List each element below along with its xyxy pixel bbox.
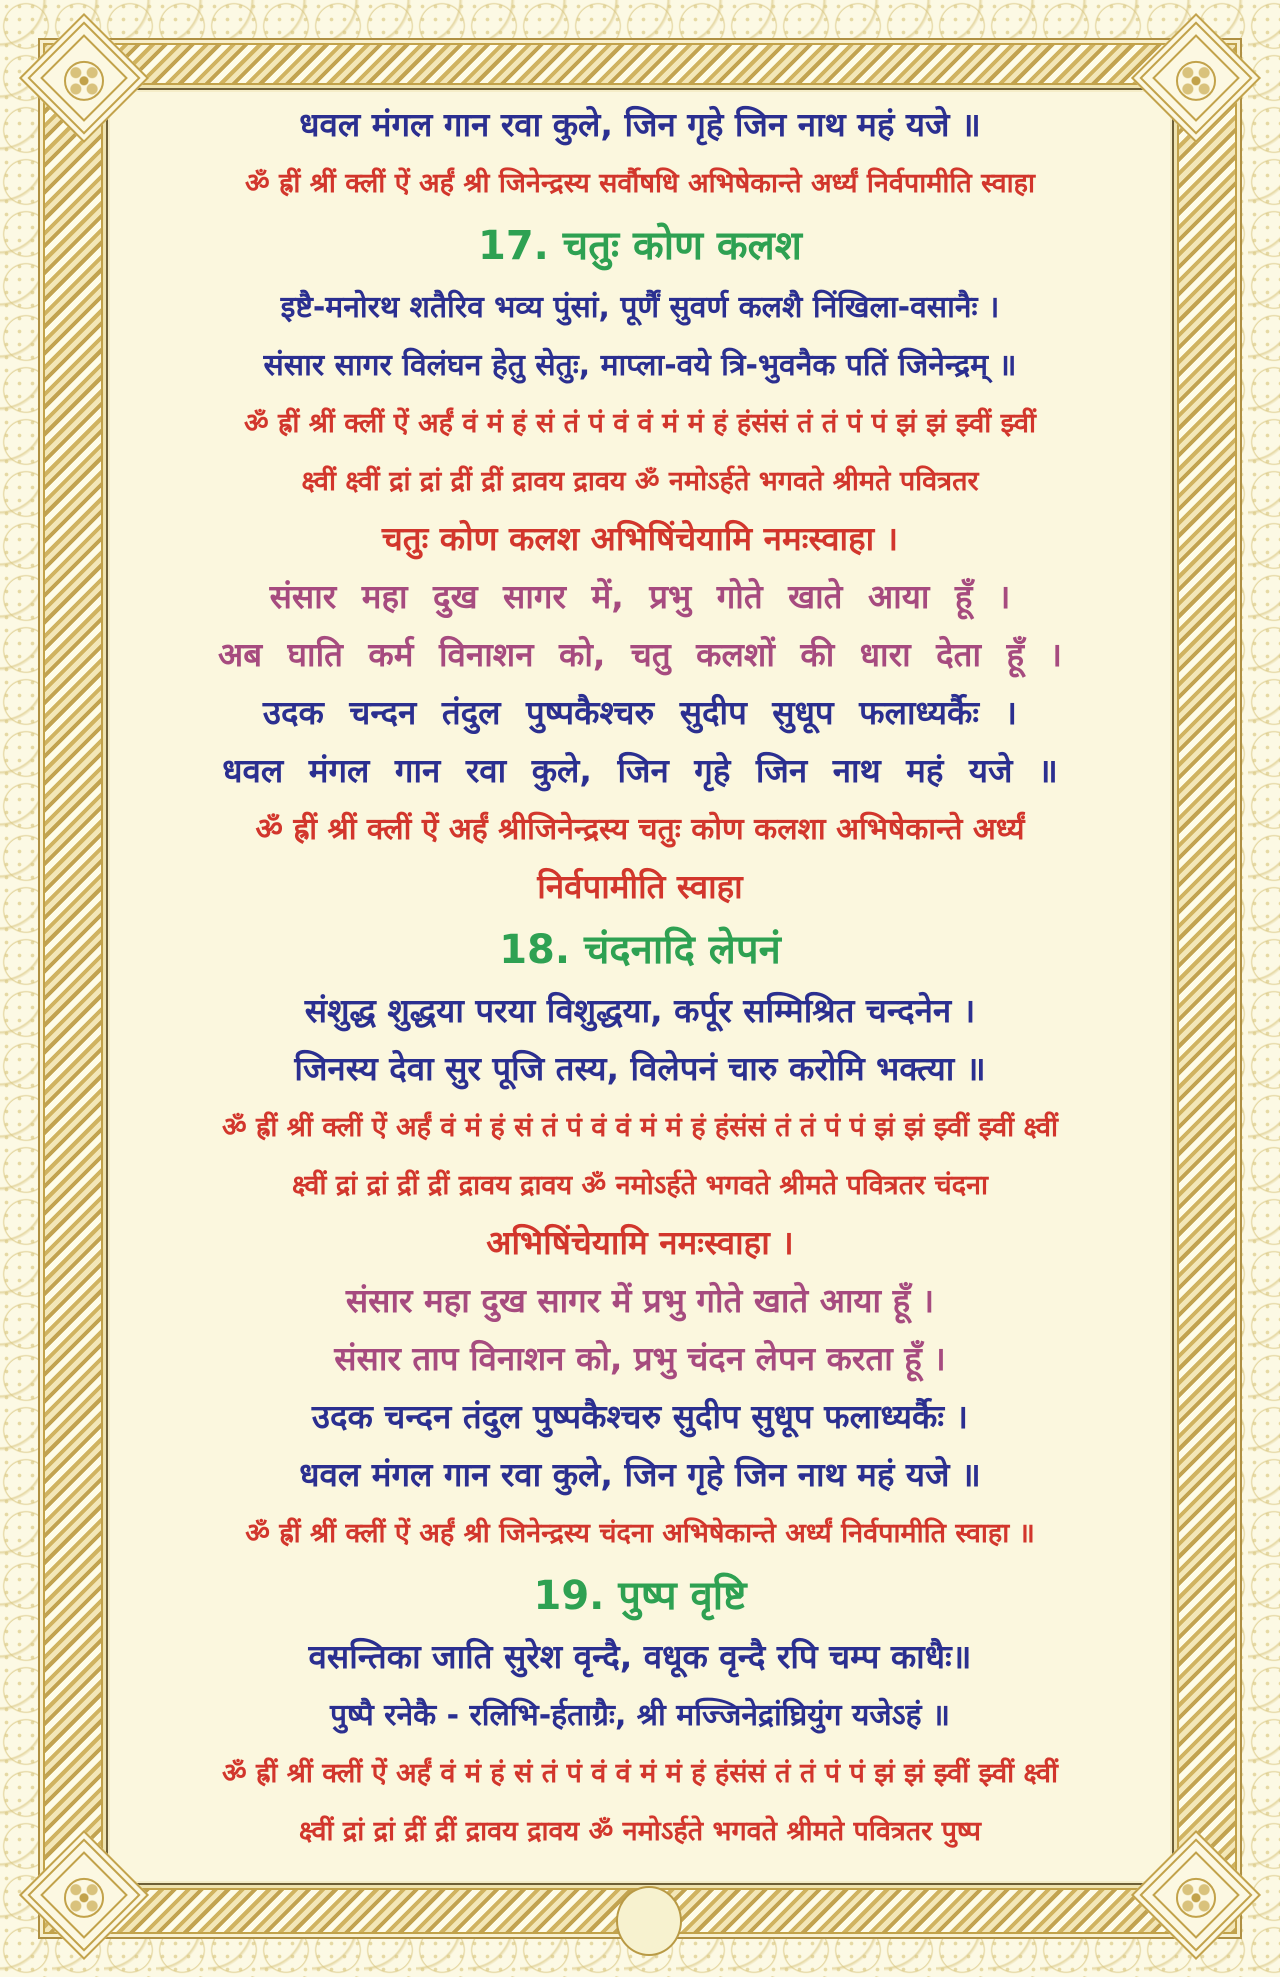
text-line: इष्टै-मनोरथ शतैरिव भव्य पुंसां, पूर्णैं सुवर्ण कलशै निंखिला-वसानैः ।: [280, 289, 1000, 325]
text-line: अभिषिंचेयामि नमःस्वाहा ।: [486, 1222, 794, 1262]
text-line: क्ष्वीं क्ष्वीं द्रां द्रां द्रीं द्रीं द्रावय द्रावय ॐ नमोऽर्हते भगवते श्रीमते पवित्रतर: [301, 465, 979, 497]
text-line: धवल मंगल गान रवा कुले, जिन गृहे जिन नाथ महं यजे ॥: [299, 104, 981, 144]
text-line: संसार महा दुख सागर में, प्रभु गोते खाते आया हूँ ।: [269, 576, 1011, 616]
text-line: ॐ ह्रीं श्रीं क्लीं ऐं अर्हं श्री जिनेन्द्रस्य चंदना अभिषेकान्ते अर्ध्यं निर्वपामीति स्वाहा ॥: [245, 1517, 1035, 1549]
text-line: उदक चन्दन तंदुल पुष्पकैश्चरु सुदीप सुधूप फलाध्यर्कैः ।: [262, 692, 1018, 732]
section-heading: 18. चंदनादि लेपनं: [499, 926, 781, 973]
section-heading: 19. पुष्प वृष्टि: [533, 1572, 747, 1619]
bottom-center-medallion-icon: [616, 1886, 682, 1956]
text-line: अब घाति कर्म विनाशन को, चतु कलशों की धारा देता हूँ ।: [217, 634, 1062, 674]
text-line: वसन्तिका जाति सुरेश वृन्दै, वधूक वृन्दै रपि चम्प काधैः॥: [308, 1636, 972, 1676]
text-line: ॐ ह्रीं श्रीं क्लीं ऐं अर्हं वं मं हं सं तं पं वं वं मं मं हं हंसंसं तं तं पं पं झं झं झ्वीं झ्वीं क्ष्वीं: [222, 1757, 1058, 1789]
text-line: संशुद्ध शुद्धया परया विशुद्धया, कर्पूर सम्मिश्रित चन्दनेन ।: [304, 990, 976, 1030]
text-line: ॐ ह्रीं श्रीं क्लीं ऐं अर्हं श्रीजिनेन्द्रस्य चतुः कोण कलशा अभिषेकान्ते अर्ध्यं: [255, 811, 1025, 847]
text-line: ॐ ह्रीं श्रीं क्लीं ऐं अर्हं श्री जिनेन्द्रस्य सर्वौषधि अभिषेकान्ते अर्ध्यं निर्वपामीति स्वाहा: [245, 167, 1035, 199]
text-line: संसार महा दुख सागर में प्रभु गोते खाते आया हूँ ।: [345, 1280, 935, 1320]
text-line: धवल मंगल गान रवा कुले, जिन गृहे जिन नाथ महं यजे ॥: [222, 750, 1058, 790]
text-line: क्ष्वीं द्रां द्रां द्रीं द्रीं द्रावय द्रावय ॐ नमोऽर्हते भगवते श्रीमते पवित्रतर चंदना: [291, 1169, 989, 1201]
text-line: ॐ ह्रीं श्रीं क्लीं ऐं अर्हं वं मं हं सं तं पं वं वं मं मं हं हंसंसं तं तं पं पं झं झं झ्वीं झ्वीं क्ष्वीं: [222, 1111, 1058, 1143]
text-line: क्ष्वीं द्रां द्रां द्रीं द्रीं द्रावय द्रावय ॐ नमोऽर्हते भगवते श्रीमते पवित्रतर पुष्प: [299, 1815, 981, 1847]
text-line: संसार ताप विनाशन को, प्रभु चंदन लेपन करता हूँ ।: [334, 1338, 946, 1378]
text-line: जिनस्य देवा सुर पूजि तस्य, विलेपनं चारु करोमि भक्त्या ॥: [294, 1048, 986, 1088]
text-line: चतुः कोण कलश अभिषिंचेयामि नमःस्वाहा ।: [381, 518, 899, 558]
text-line: ॐ ह्रीं श्रीं क्लीं ऐं अर्हं वं मं हं सं तं पं वं वं मं मं हं हंसंसं तं तं पं पं झं झं झ्वीं झ्वीं: [243, 407, 1037, 439]
text-line: संसार सागर विलंघन हेतु सेतुः, माप्ला-वये त्रि-भुवनैक पतिं जिनेन्द्रम् ॥: [263, 347, 1017, 383]
text-line: धवल मंगल गान रवा कुले, जिन गृहे जिन नाथ महं यजे ॥: [299, 1454, 981, 1494]
section-heading: 17. चतुः कोण कलश: [478, 222, 802, 269]
text-line: निर्वपामीति स्वाहा: [537, 866, 743, 906]
text-line: पुष्पै रनेकै - रलिभि-र्हताग्रैः, श्री मज्जिनेद्रांघ्रियुंग यजेऽहं ॥: [330, 1697, 950, 1733]
prayer-text-column: [112, 94, 1168, 1881]
text-line: उदक चन्दन तंदुल पुष्पकैश्चरु सुदीप सुधूप फलाध्यर्कैः ।: [311, 1396, 969, 1436]
